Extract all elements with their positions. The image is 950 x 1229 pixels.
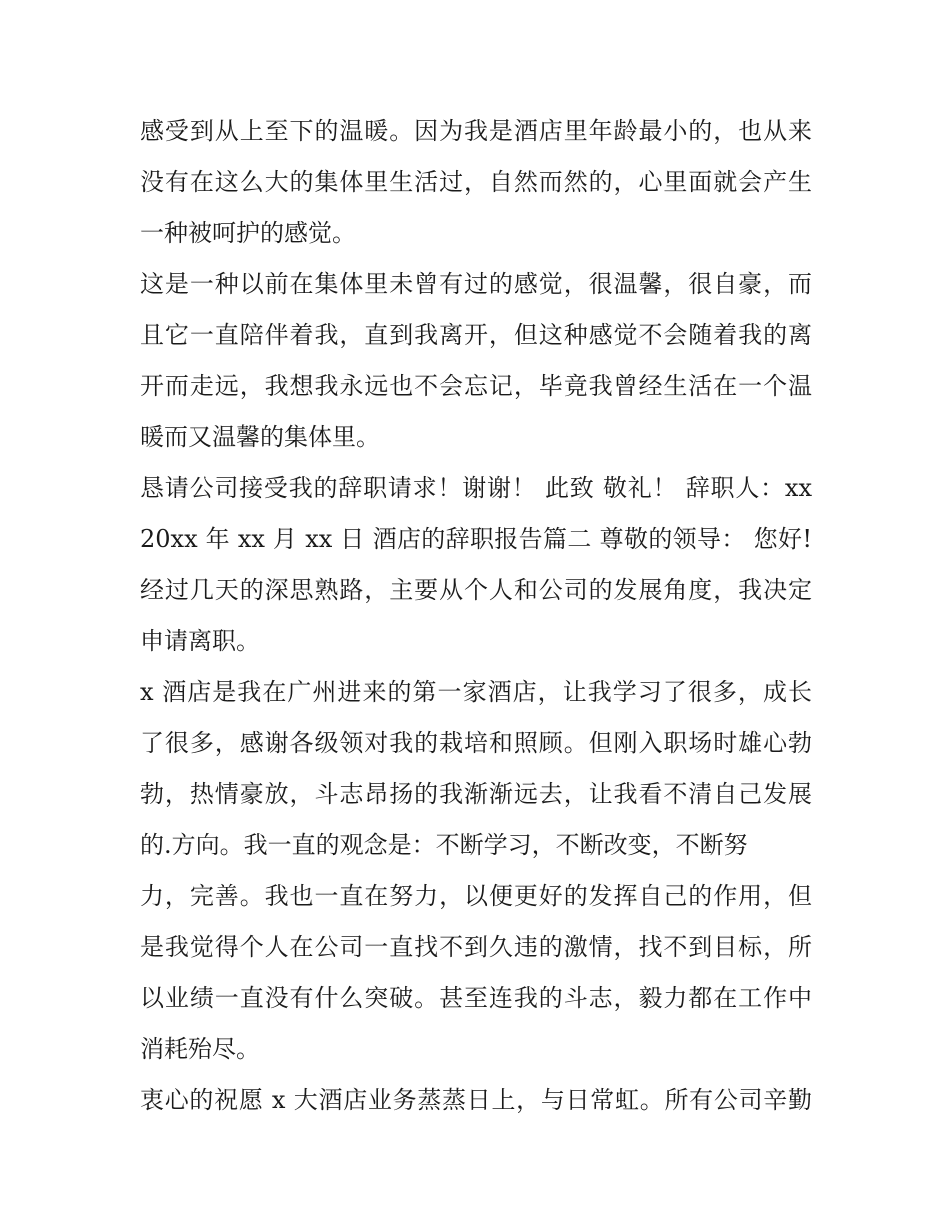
text-line: 20xx 年 xx 月 xx 日 酒店的辞职报告篇二 尊敬的领导： 您好! xyxy=(140,525,812,553)
text-line: x 酒店是我在广州进来的第一家酒店，让我学习了很多，成长 xyxy=(140,678,812,706)
text-line: 一种被呵护的感觉。 xyxy=(140,219,356,247)
text-line: 衷心的祝愿 x 大酒店业务蒸蒸日上，与日常虹。所有公司辛勤 xyxy=(140,1086,812,1114)
text-line: 感受到从上至下的温暖。因为我是酒店里年龄最小的，也从来 xyxy=(140,117,812,145)
text-line: 了很多，感谢各级领对我的栽培和照顾。但刚入职场时雄心勃 xyxy=(140,729,812,757)
text-line: 的.方向。我一直的观念是：不断学习，不断改变，不断努 xyxy=(140,831,748,859)
text-line: 勃，热情豪放，斗志昂扬的我渐渐远去，让我看不清自己发展 xyxy=(140,780,812,808)
text-line: 且它一直陪伴着我，直到我离开，但这种感觉不会随着我的离 xyxy=(140,321,812,349)
text-line: 暖而又温馨的集体里。 xyxy=(140,423,380,451)
text-line: 以业绩一直没有什么突破。甚至连我的斗志，毅力都在工作中 xyxy=(140,984,812,1012)
text-line: 经过几天的深思熟路，主要从个人和公司的发展角度，我决定 xyxy=(140,576,812,604)
body-text xyxy=(140,108,812,1128)
text-line: 申请离职。 xyxy=(140,627,260,655)
text-line: 力，完善。我也一直在努力，以便更好的发挥自己的作用，但 xyxy=(140,882,812,910)
text-line: 是我觉得个人在公司一直找不到久违的激情，找不到目标，所 xyxy=(140,933,812,961)
text-line: 没有在这么大的集体里生活过，自然而然的，心里面就会产生 xyxy=(140,168,812,196)
text-line: 消耗殆尽。 xyxy=(140,1035,260,1063)
text-line: 这是一种以前在集体里未曾有过的感觉，很温馨，很自豪，而 xyxy=(140,270,812,298)
text-line: 恳请公司接受我的辞职请求！谢谢！ 此致 敬礼！ 辞职人：xx xyxy=(140,474,812,502)
text-line: 开而走远，我想我永远也不会忘记，毕竟我曾经生活在一个温 xyxy=(140,372,812,400)
